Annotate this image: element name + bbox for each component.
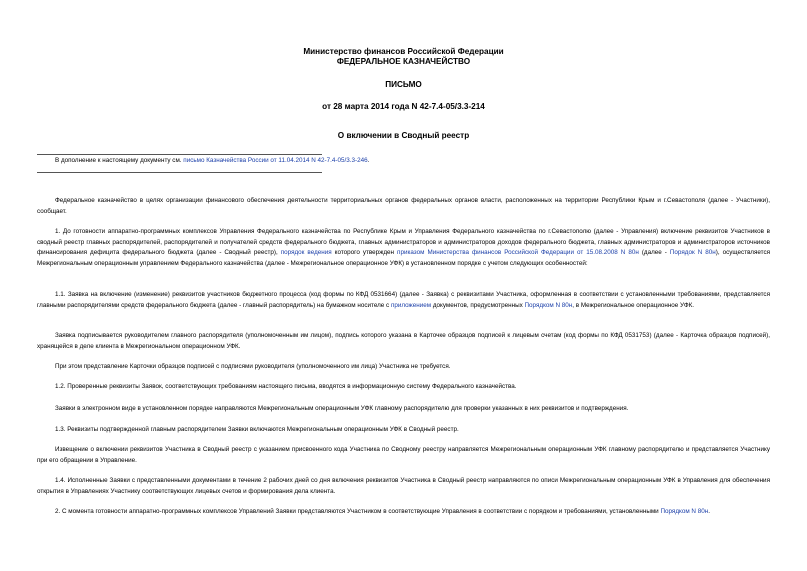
note-suffix: . [367, 157, 370, 164]
link-minfin-order[interactable]: приказом Министерства финансов Российской Федерации от 15.08.2008 N 80н [397, 249, 639, 257]
note-top-divider [37, 154, 322, 155]
paragraph-signature: Заявка подписывается руководителем главного распорядителя (уполномоченным им лицом), подпись которого указана в Карточке образцов подписей к лицевым счетам (код формы по КФД 0531753) (далее - Карточка образцов подписей), хранящейся в деле клиента в Межрегиональном операционном УФК. [37, 332, 770, 350]
link-appendix[interactable]: приложением [390, 301, 432, 309]
link-order-80n[interactable]: Порядок N 80н [669, 249, 716, 257]
paragraph-intro: Федеральное казначейство в целях организации финансового обеспечения деятельности территориальных органов федеральных органов власти, расположенных на территории Республики Крым и г.Севастополя (далее - Участники), сообщает. [37, 197, 770, 215]
paragraph-1: 1. До готовности аппаратно-программных комплексов Управления Федерального казначейства по Республике Крым и Управления Федерального казначейства по г.Севастополю (далее - Управления) включение реквизитов Участников в сводный реестр главных распорядителей, распорядителей и получателей средств федерального бюджета, главных администраторов и администраторов доходов федерального бюджета, главных администраторов и администраторов источников финансирования дефицита федерального бюджета (далее - Сводный реестр), порядок ведения которого утвержден приказом Министерства финансов Российской Федерации от 15.08.2008 N 80н (далее - Порядок N 80н), осуществляется Межрегиональным операционным управлением Федерального казначейства (далее - Межрегиональное операционное УФК) в установленном порядке с учетом следующих особенностей: [37, 228, 771, 267]
link-order-80n-2[interactable]: Порядком N 80н [524, 301, 573, 309]
note-bottom-divider [37, 172, 322, 173]
reference-note [55, 157, 369, 164]
paragraph-1-3: 1.3. Реквизиты подтвержденной главным распорядителем Заявки включаются Межрегиональным операционным УФК в Сводный реестр. [55, 426, 459, 433]
paragraph-electronic: Заявки в электронном виде в установленном порядке направляются Межрегиональным операционным УФК главному распорядителю для проверки указанных в них реквизитов и подтверждения. [55, 405, 629, 412]
document-subject: О включении в Сводный реестр [337, 131, 470, 140]
paragraph-signature-card: При этом представление Карточки образцов подписей с подписями руководителя (уполномоченного им лица) Участника не требуется. [55, 363, 451, 370]
link-order-procedure[interactable]: порядок ведения [280, 249, 332, 257]
agency-name: ФЕДЕРАЛЬНОЕ КАЗНАЧЕЙСТВО [336, 57, 471, 66]
ministry-name: Министерство финансов Российской Федерации [303, 47, 504, 56]
document-type: ПИСЬМО [385, 80, 422, 89]
paragraph-1-4: 1.4. Исполненные Заявки с представленными документами в течение 2 рабочих дней со дня включения реквизитов Участника в Сводный реестр направляются по описи Межрегиональным операционным УФК в Управления для обеспечения открытия в Управлениях Участнику соответствующих лицевых счетов и формирования дела клиента. [37, 477, 770, 495]
paragraph-2: 2. С момента готовности аппаратно-программных комплексов Управлений Заявки представляются Участником в соответствующие Управления в соответствии с порядком и требованиями, установленными Порядком N 80н. [55, 508, 710, 515]
paragraph-1-2: 1.2. Проверенные реквизиты Заявок, соответствующих требованиям настоящего письма, вводятся в информационную систему Федерального казначейства. [55, 383, 517, 390]
note-prefix: В дополнение к настоящему документу см. [55, 157, 182, 164]
paragraph-notice: Извещение о включении реквизитов Участника в Сводный реестр с указанием присвоенного кода Участника по Сводному реестру направляется Межрегиональным операционным УФК главному распорядителю и представляется Участнику при его обращении в Управление. [37, 446, 770, 464]
note-link[interactable]: письмо Казначейства России от 11.04.2014 N 42-7.4-05/3.3-246 [183, 157, 368, 164]
document-date-number: от 28 марта 2014 года N 42-7.4-05/3.3-214 [322, 102, 485, 111]
link-order-80n-3[interactable]: Порядком N 80н [660, 508, 709, 515]
paragraph-1-1: 1.1. Заявка на включение (изменение) реквизитов участников бюджетного процесса (код формы по КФД 0531664) (далее - Заявка) с реквизитами Участника, оформленная в соответствии с установленными требованиями, представляется главными распорядителями средств федерального бюджета (далее - главный распорядитель) на бумажном носителе с приложением документов, предусмотренных Порядком N 80н, в Межрегиональное операционное УФК. [37, 291, 770, 309]
